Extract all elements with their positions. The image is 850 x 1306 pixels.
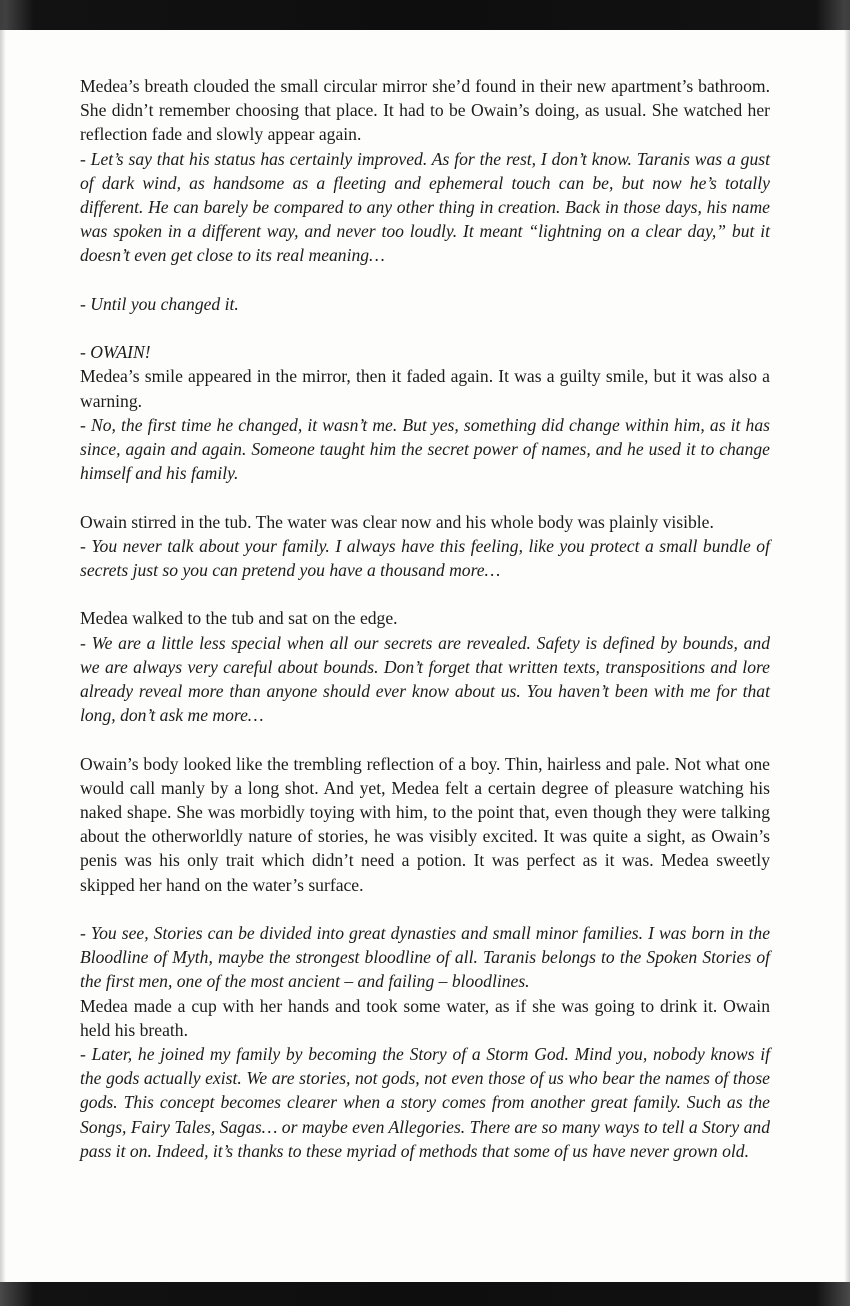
text-block xyxy=(80,74,770,1163)
paragraph: Owain stirred in the tub. The water was clear now and his whole body was plainly visible. xyxy=(80,511,714,532)
paragraph: Medea’s breath clouded the small circular mirror she’d found in their new apartment’s bathroom. She didn’t remember choosing that place. It had to be Owain’s doing, as usual. She watched her reflection fade and slowly appear again. xyxy=(80,76,770,145)
paragraph-spacer xyxy=(80,582,770,606)
paragraph: - Let’s say that his status has certainly improved. As for the rest, I don’t know. Taranis was a gust of dark wind, as handsome as a fleeting and ephemeral touch can be, but now he’s totally different. He can barely be compared to any other thing in creation. Back in those days, his name was spoken in a different way, and never too loudly. It meant “lightning on a clear day,” but it doesn’t even get close to its real meaning… xyxy=(80,148,770,266)
paragraph: Medea made a cup with her hands and took some water, as if she was going to drink it. Owain held his breath. xyxy=(80,995,770,1040)
paragraph: - You never talk about your family. I always have this feeling, like you protect a small bundle of secrets just so you can pretend you have a thousand more… xyxy=(80,535,770,581)
paragraph: - You see, Stories can be divided into great dynasties and small minor families. I was born in the Bloodline of Myth, maybe the strongest bloodline of all. Taranis belongs to the Spoken Stories of the first men, one of the most ancient – and failing – bloodlines. xyxy=(80,923,770,992)
paragraph: - Later, he joined my family by becoming the Story of a Storm God. Mind you, nobody knows if the gods actually exist. We are stories, not gods, not even those of us who bear the names of those gods. This concept becomes clearer when a story comes from another great family. Such as the Songs, Fairy Tales, Sagas… or maybe even Allegories. There are so many ways to tell a Story and pass it on. Indeed, it’s thanks to these myriad of methods that some of us have never grown old. xyxy=(80,1044,770,1161)
paragraph-spacer xyxy=(80,485,770,509)
paragraph-spacer xyxy=(80,727,770,751)
paragraph-spacer xyxy=(80,268,770,292)
paragraph: - We are a little less special when all our secrets are revealed. Safety is defined by bounds, and we are always very careful about bounds. Don’t forget that written texts, transpositions and lore already reveal more than anyone should ever know about us. You haven’t been with me for that long, don’t ask me more… xyxy=(80,632,770,726)
paragraph: - Until you changed it. xyxy=(80,293,239,314)
paragraph: - OWAIN! xyxy=(80,342,151,363)
paragraph: Medea’s smile appeared in the mirror, then it faded again. It was a guilty smile, but it was also a warning. xyxy=(80,366,770,411)
scan-bar-bottom xyxy=(0,1282,850,1306)
scan-bar-top xyxy=(0,0,850,30)
paragraph-spacer xyxy=(80,897,770,921)
paragraph: Medea walked to the tub and sat on the edge. xyxy=(80,608,398,629)
paragraph-spacer xyxy=(80,316,770,340)
page-edge-left xyxy=(0,0,6,1306)
paragraph: Owain’s body looked like the trembling reflection of a boy. Thin, hairless and pale. Not what one would call manly by a long shot. And yet, Medea felt a certain degree of pleasure watching his naked shape. She was morbidly toying with him, to the point that, even though they were talking about the otherworldly nature of stories, he was visibly excited. It was quite a sight, as Owain’s penis was his only trait which didn’t need a potion. It was perfect as it was. Medea sweetly skipped her hand on the water’s surface. xyxy=(80,753,770,895)
page-edge-right xyxy=(844,0,850,1306)
paragraph: - No, the first time he changed, it wasn’t me. But yes, something did change within him, as it has since, again and again. Someone taught him the secret power of names, and he used it to change himself and his family. xyxy=(80,414,770,484)
